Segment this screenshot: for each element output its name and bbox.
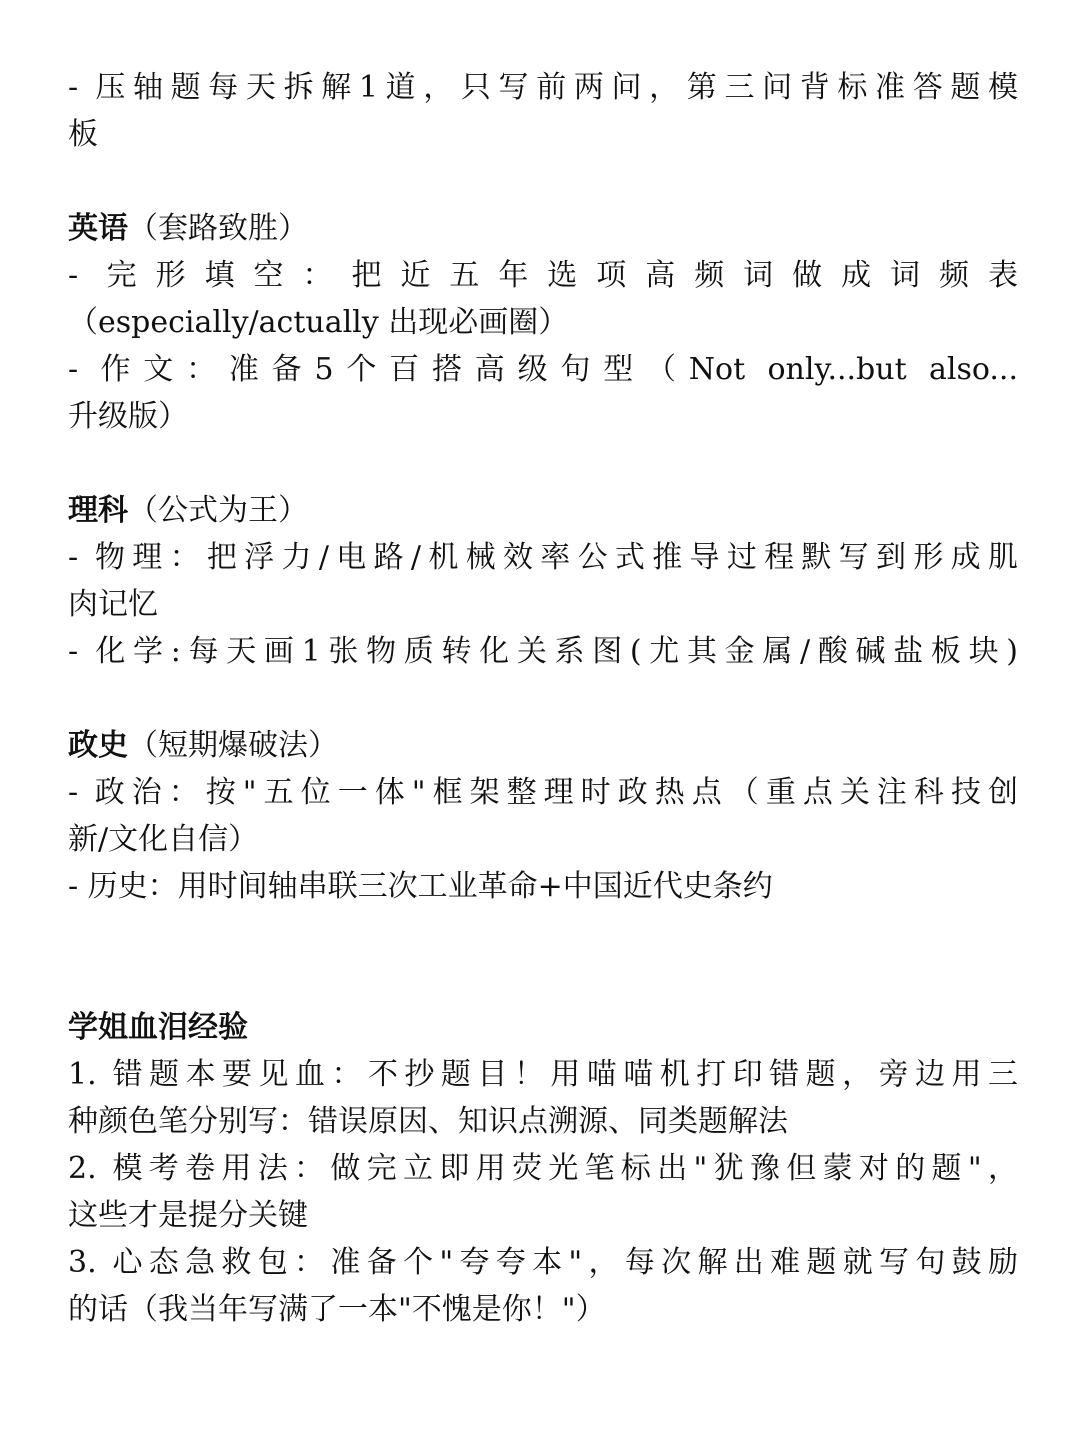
section-title: 理科 [68, 493, 128, 528]
spacer [68, 675, 1018, 722]
list-item: 的话（我当年写满了一本"不愧是你！"） [68, 1292, 606, 1327]
list-item: 1. 错题本要见血：不抄题目！用喵喵机打印错题，旁边用三 [68, 1057, 1018, 1092]
section-subtitle: （套路致胜） [128, 211, 308, 246]
section-title: 政史 [68, 728, 128, 763]
spacer [68, 440, 1018, 487]
list-item: - 作文：准备5个百搭高级句型（Not only...but also... [68, 352, 1018, 387]
list-item: 肉记忆 [68, 587, 158, 622]
section-heading-english [68, 205, 1018, 252]
list-item: - 完形填空：把近五年选项高频词做成词频表 [68, 258, 1018, 293]
list-item: 新/文化自信） [68, 822, 259, 857]
section-heading-science [68, 487, 1018, 534]
document-page [68, 64, 1018, 1333]
list-item: - 化学:每天画1张物质转化关系图(尤其金属/酸碱盐板块) [68, 634, 1018, 669]
list-item: 3. 心态急救包：准备个"夸夸本"，每次解出难题就写句鼓励 [68, 1245, 1018, 1280]
list-item: （especially/actually 出现必画圈） [68, 305, 569, 340]
section-heading-experience [68, 1004, 1018, 1051]
section-subtitle: （公式为王） [128, 493, 308, 528]
spacer [68, 158, 1018, 205]
list-item: 种颜色笔分别写：错误原因、知识点溯源、同类题解法 [68, 1104, 788, 1139]
intro-line-cont: 板 [68, 117, 98, 152]
spacer [68, 910, 1018, 1004]
list-item: - 物理：把浮力/电路/机械效率公式推导过程默写到形成肌 [68, 540, 1018, 575]
list-item: - 政治：按"五位一体"框架整理时政热点（重点关注科技创 [68, 775, 1018, 810]
list-item: 升级版） [68, 399, 188, 434]
section-subtitle: （短期爆破法） [128, 728, 338, 763]
section-heading-politics-history [68, 722, 1018, 769]
intro-line: - 压轴题每天拆解1道，只写前两问，第三问背标准答题模 [68, 70, 1018, 105]
section-title: 英语 [68, 211, 128, 246]
section-title: 学姐血泪经验 [68, 1010, 248, 1045]
list-item: 2. 模考卷用法：做完立即用荧光笔标出"犹豫但蒙对的题"， [68, 1151, 1018, 1186]
list-item: 这些才是提分关键 [68, 1198, 308, 1233]
list-item: - 历史：用时间轴串联三次工业革命+中国近代史条约 [68, 869, 773, 904]
